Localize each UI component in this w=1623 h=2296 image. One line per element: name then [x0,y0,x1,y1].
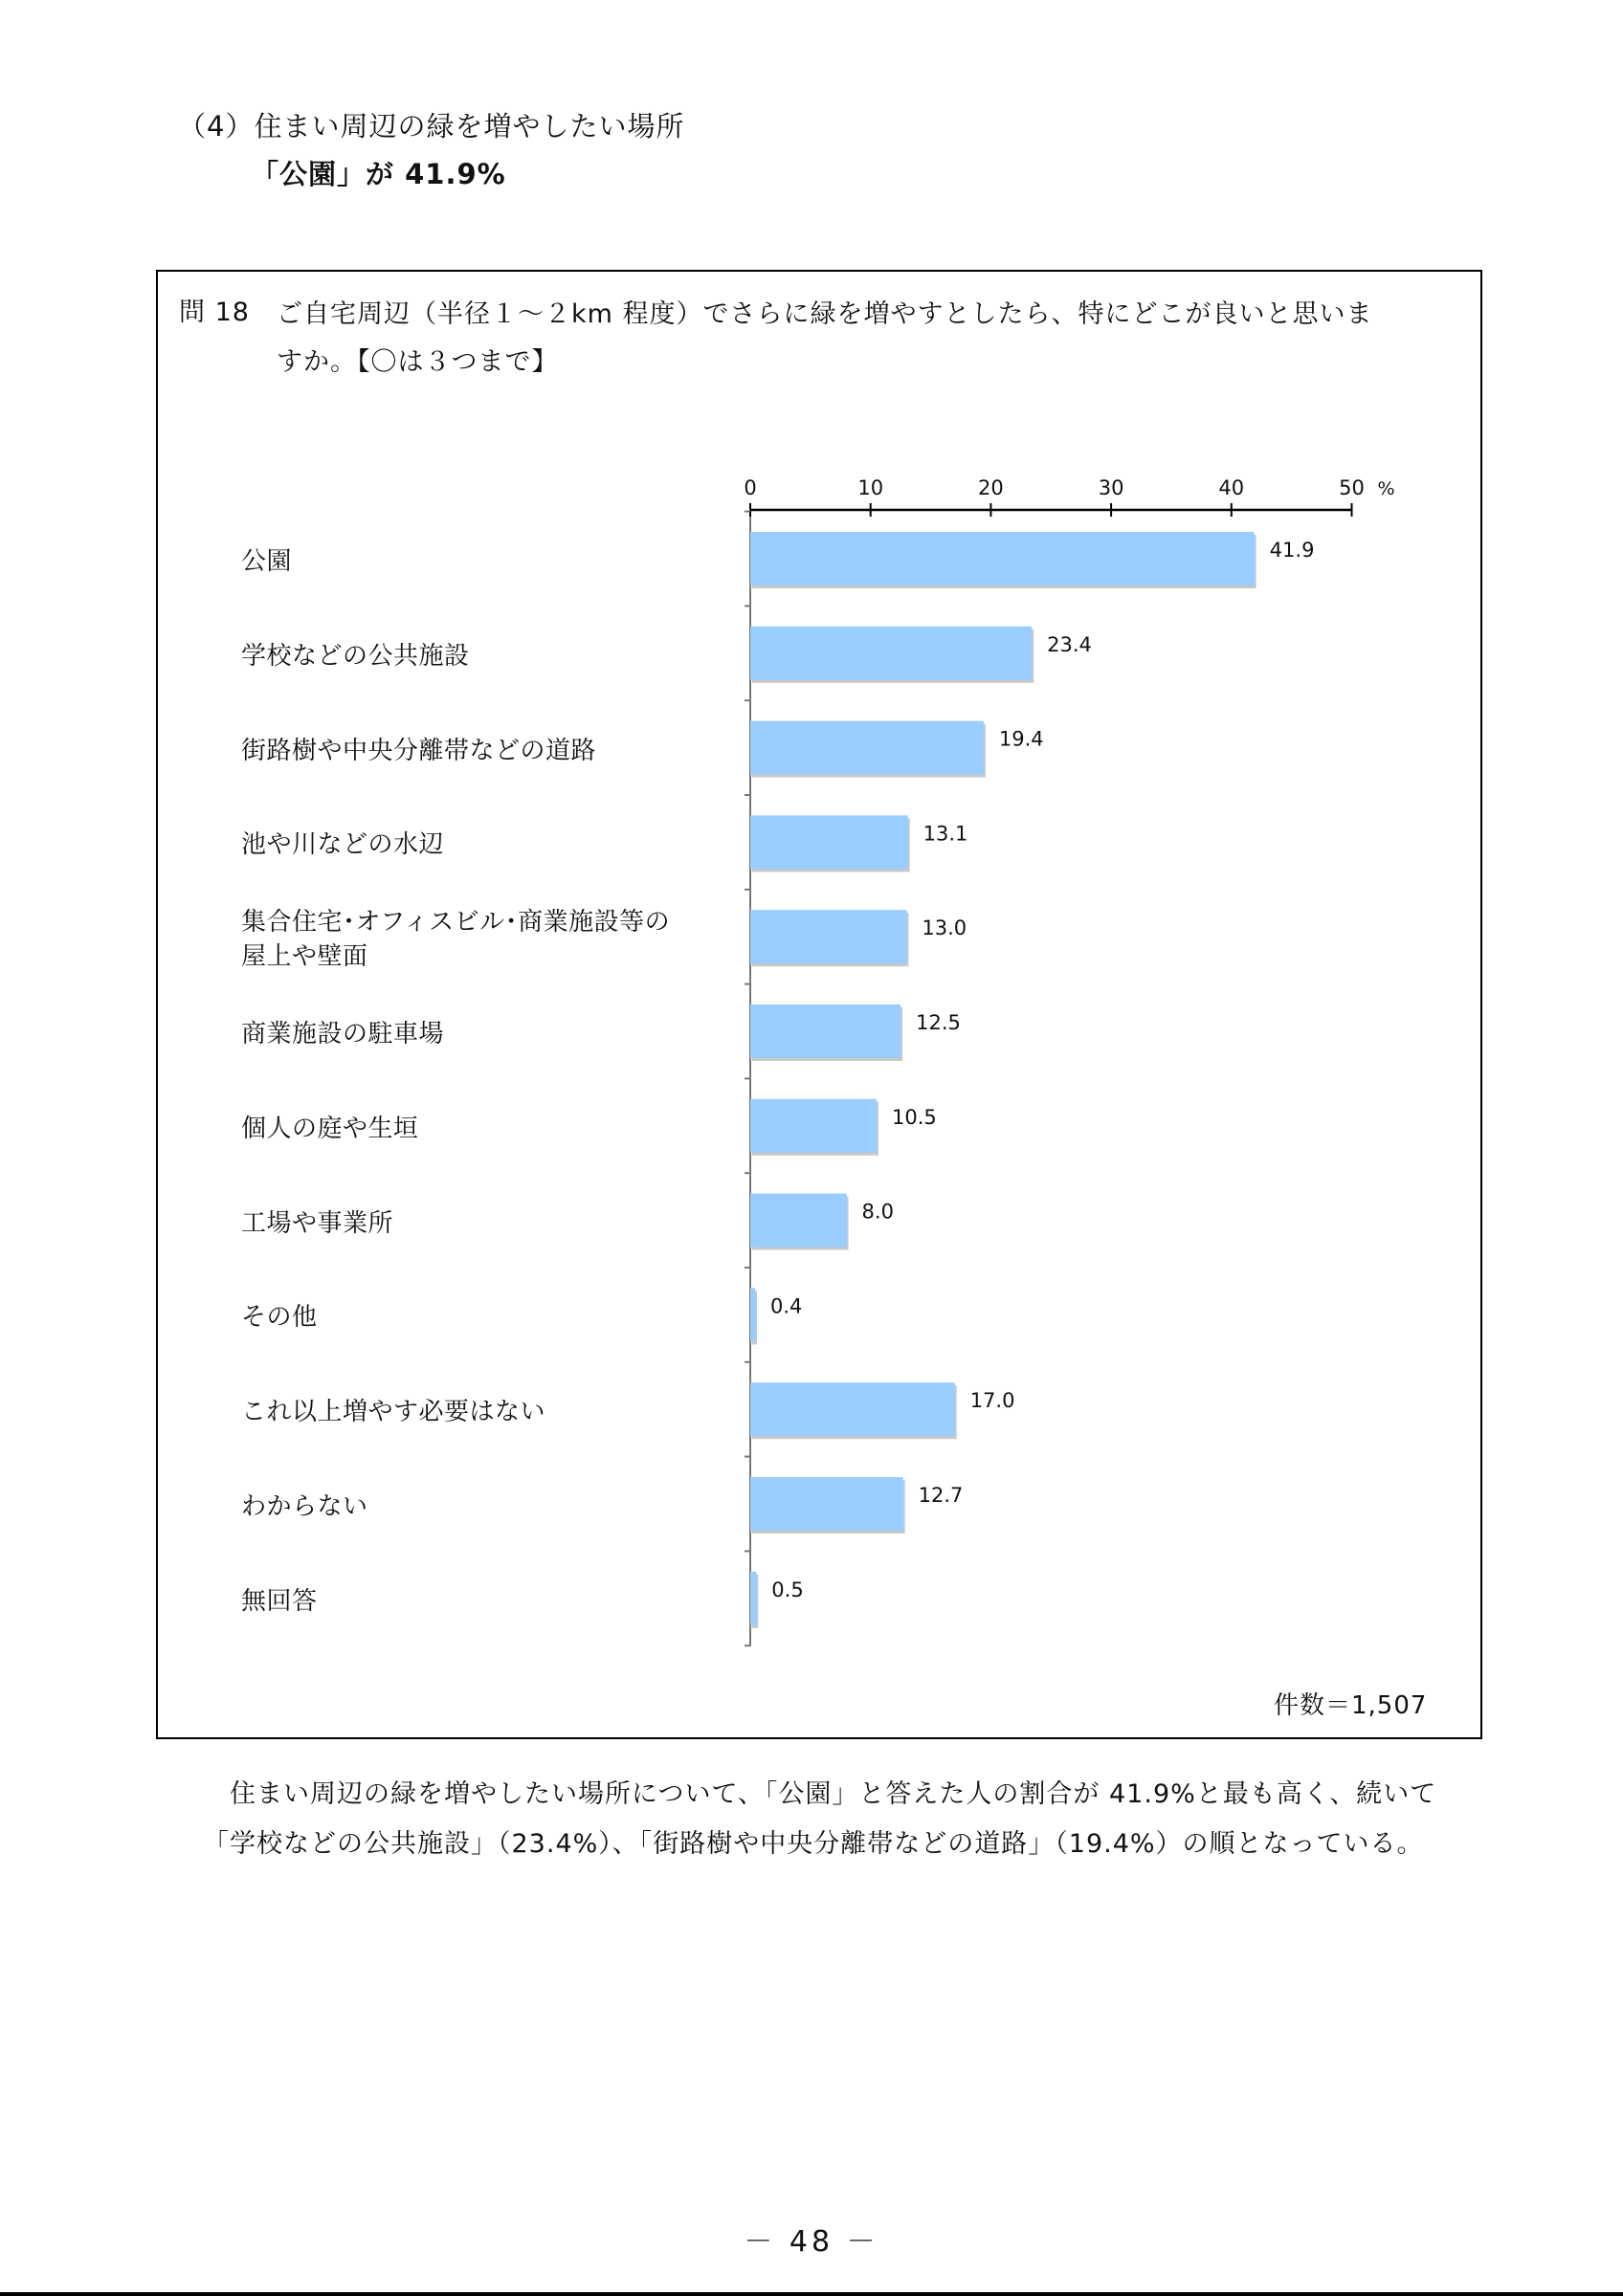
bottom-rule [0,2292,1623,2296]
bar-value-label: 17.0 [969,1389,1015,1413]
bar [750,1572,756,1625]
x-tick-label: 0 [744,476,757,499]
bar-value-label: 13.0 [922,916,967,940]
category-label-line: 工場や事業所 [241,1208,394,1238]
category-label-line: 屋上や壁面 [241,942,368,972]
category-label-line: 商業施設の駐車場 [241,1020,445,1049]
category-label-line: その他 [241,1303,318,1333]
x-tick-label: 30 [1098,476,1124,499]
bar [750,1099,877,1153]
category-label-line: これ以上増やす必要はない [241,1398,546,1427]
bar [750,627,1032,680]
bar [750,1477,903,1531]
bar [750,1288,755,1341]
question-text: ご自宅周辺（半径１～２km 程度）でさらに緑を増やすとしたら、特にどこが良いと思いますか。【〇は３つまで】 [277,299,1373,377]
bar-value-label: 0.5 [771,1578,804,1601]
count-note: 件数＝1,507 [1274,1691,1428,1720]
category-label-line: 街路樹や中央分離帯などの道路 [241,736,597,765]
x-tick-label: 40 [1218,476,1245,499]
bar-value-label: 8.0 [861,1200,894,1224]
bar-chart [158,272,1480,1737]
bar-value-label: 19.4 [998,727,1044,751]
bar-value-label: 23.4 [1047,632,1092,656]
bar-value-label: 10.5 [891,1105,937,1129]
section-summary: 「公園」が 41.9% [251,158,506,190]
category-label-line: 公園 [241,547,293,576]
bar [750,910,906,963]
bar-value-label: 13.1 [923,822,968,846]
category-label-line: 学校などの公共施設 [241,641,470,671]
bar [750,532,1255,585]
category-label-line: わからない [241,1492,368,1521]
page-number: － 48 － [744,2225,879,2259]
bar-value-label: 0.4 [770,1294,803,1318]
bar [750,1194,847,1247]
category-label-line: 個人の庭や生垣 [241,1114,419,1143]
category-label-line: 池や川などの水辺 [241,830,445,860]
x-tick-label: 10 [857,476,884,499]
question-number: 問 18 [179,298,250,327]
bar [750,1004,900,1058]
bar-value-label: 41.9 [1269,539,1315,562]
bar [750,721,984,775]
bar-value-label: 12.7 [918,1484,964,1507]
category-label-line: 集合住宅･オフィスビル･商業施設等の [241,908,671,938]
x-tick-label: 20 [978,476,1004,499]
x-axis-unit: % [1377,478,1395,499]
category-label-line: 無回答 [241,1586,318,1616]
bar [750,1382,955,1436]
x-tick-label: 50 [1339,476,1365,499]
body-paragraph: 住まい周辺の緑を増やしたい場所について、「公園」と答えた人の割合が 41.9%と最も高く、続いて「学校などの公共施設」（23.4%）、「街路樹や中央分離帯などの道路」（19.4%）の順となっている。 [203,1779,1437,1859]
bar-value-label: 12.5 [916,1011,961,1034]
chart-figure-box [156,270,1482,1739]
section-heading: （4）住まい周辺の緑を増やしたい場所 [178,110,685,143]
bar [750,815,908,869]
